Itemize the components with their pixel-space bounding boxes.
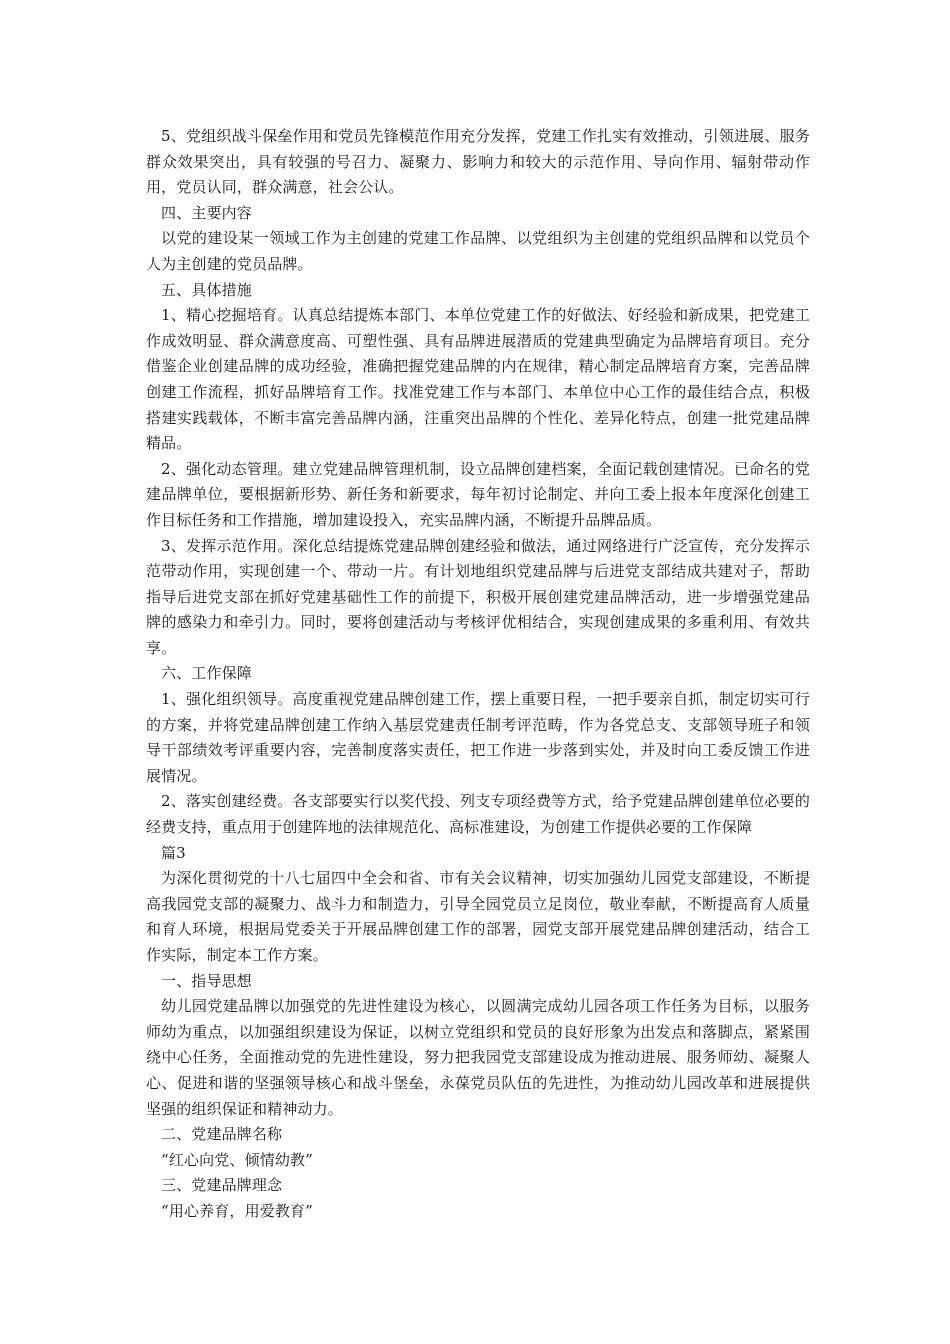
heading-brand-name: 二、党建品牌名称 bbox=[161, 1125, 283, 1144]
heading-guiding-thought: 一、指导思想 bbox=[161, 971, 252, 990]
document-body bbox=[146, 124, 810, 1225]
paragraph-main-content: 以党的建设某一领域工作为主创建的党建工作品牌、以党组织为主创建的党组织品牌和以党员个人为主创建的党员品牌。 bbox=[146, 229, 810, 273]
heading-measures: 五、具体措施 bbox=[161, 280, 252, 299]
paragraph-guarantee-1: 1、强化组织领导。高度重视党建品牌创建工作，摆上重要日程，一把手要亲自抓，制定切实可行的方案，并将党建品牌创建工作纳入基层党建责任制考评范畴，作为各党总支、支部领导班子和领导干部绩效考评重要内容，完善制度落实责任，把工作进一步落到实处，并及时向工委反馈工作进展情况。 bbox=[146, 690, 810, 785]
paragraph-point-5: 5、党组织战斗保垒作用和党员先锋模范作用充分发挥，党建工作扎实有效推动，引领进展、服务群众效果突出，具有较强的号召力、凝聚力、影响力和较大的示范作用、导向作用、辐射带动作用，党员认同，群众满意，社会公认。 bbox=[146, 127, 810, 197]
heading-guarantee: 六、工作保障 bbox=[161, 664, 252, 683]
paragraph-measure-3: 3、发挥示范作用。深化总结提炼党建品牌创建经验和做法，通过网络进行广泛宣传，充分发挥示范带动作用，实现创建一个、带动一片。有计划地组织党建品牌与后进党支部结成共建对子，帮助指导后进党支部在抓好党建基础性工作的前提下，积极开展创建党建品牌活动，进一步增强党建品牌的感染力和牵引力。同时，要将创建活动与考核评优相结合，实现创建成果的多重利用、有效共享。 bbox=[146, 536, 810, 657]
heading-part-3: 篇3 bbox=[161, 843, 186, 862]
paragraph-guarantee-2: 2、落实创建经费。各支部要实行以奖代投、列支专项经费等方式，给予党建品牌创建单位必要的经费支持，重点用于创建阵地的法律规范化、高标准建设，为创建工作提供必要的工作保障 bbox=[146, 792, 810, 837]
paragraph-measure-2: 2、强化动态管理。建立党建品牌管理机制，设立品牌创建档案，全面记载创建情况。已命名的党建品牌单位，要根据新形势、新任务和新要求，每年初讨论制定、并向工委上报本年度深化创建工作目标任务和工作措施，增加建设投入，充实品牌内涵，不断提升品牌品质。 bbox=[146, 459, 810, 529]
paragraph-measure-1: 1、精心挖掘培育。认真总结提炼本部门、本单位党建工作的好做法、好经验和新成果，把党建工作成效明显、群众满意度高、可塑性强、具有品牌进展潜质的党建典型确定为品牌培育项目。充分借鉴企业创建品牌的成功经验，准确把握党建品牌的内在规律，精心制定品牌培育方案，完善品牌创建工作流程，抓好品牌培育工作。找准党建工作与本部门、本单位中心工作的最佳结合点，积极搭建实践载体，不断丰富完善品牌内涵，注重突出品牌的个性化、差异化特点，创建一批党建品牌精品。 bbox=[146, 306, 810, 453]
heading-main-content: 四、主要内容 bbox=[161, 203, 252, 222]
paragraph-intro-3: 为深化贯彻党的十八七届四中全会和省、市有关会议精神，切实加强幼儿园党支部建设，不断提高我园党支部的凝聚力、战斗力和制造力，引导全园党员立足岗位，敬业奉献，不断提高育人质量和育人环境，根据局党委关于开展品牌创建工作的部署，园党支部开展党建品牌创建活动，结合工作实际，制定本工作方案。 bbox=[146, 869, 810, 964]
paragraph-brand-name: “红心向党、倾情幼教” bbox=[161, 1150, 313, 1169]
paragraph-brand-concept: “用心养育，用爱教育” bbox=[161, 1201, 313, 1220]
heading-brand-concept: 三、党建品牌理念 bbox=[161, 1176, 283, 1195]
paragraph-guiding-thought: 幼儿园党建品牌以加强党的先进性建设为核心，以圆满完成幼儿园各项工作任务为目标，以服务师幼为重点，以加强组织建设为保证，以树立党组织和党员的良好形象为出发点和落脚点，紧紧围绕中心任务，全面推动党的先进性建设，努力把我园党支部建设成为推动进展、服务师幼、凝聚人心、促进和谐的坚强领导核心和战斗堡垒，永葆党员队伍的先进性，为推动幼儿园改革和进展提供坚强的组织保证和精神动力。 bbox=[146, 997, 810, 1118]
